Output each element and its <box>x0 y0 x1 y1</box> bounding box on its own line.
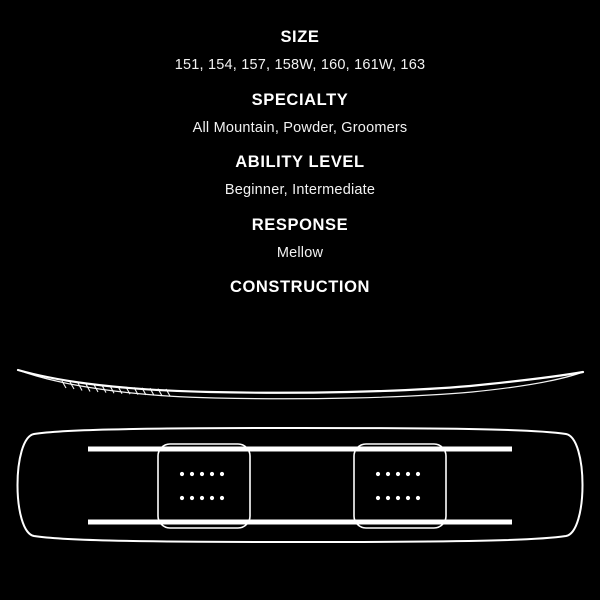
spec-specialty-heading: SPECIALTY <box>251 90 349 109</box>
spec-ability-level <box>0 153 600 200</box>
spec-list <box>0 0 600 296</box>
spec-size-value: 151, 154, 157, 158W, 160, 161W, 163 <box>174 57 426 74</box>
spec-ability-level-heading: ABILITY LEVEL <box>235 153 365 172</box>
binding-insert-holes-back <box>376 472 420 500</box>
spec-ability-level-value: Beginner, Intermediate <box>224 182 376 199</box>
spec-specialty-value: All Mountain, Powder, Groomers <box>192 119 408 136</box>
spec-size <box>0 28 600 75</box>
binding-insert-holes-front <box>180 472 224 500</box>
spec-construction <box>0 278 600 296</box>
snowboard-top-view <box>18 428 583 542</box>
snowboard-binding-front <box>158 444 250 528</box>
spec-specialty <box>0 91 600 138</box>
spec-construction-heading: CONSTRUCTION <box>229 278 371 297</box>
snowboard-diagram <box>0 352 600 600</box>
spec-size-heading: SIZE <box>280 28 320 46</box>
spec-response-heading: RESPONSE <box>251 215 349 234</box>
snowboard-binding-back <box>354 444 446 528</box>
snowboard-side-profile <box>18 370 583 399</box>
spec-response-value: Mellow <box>276 244 324 261</box>
spec-response <box>0 216 600 263</box>
